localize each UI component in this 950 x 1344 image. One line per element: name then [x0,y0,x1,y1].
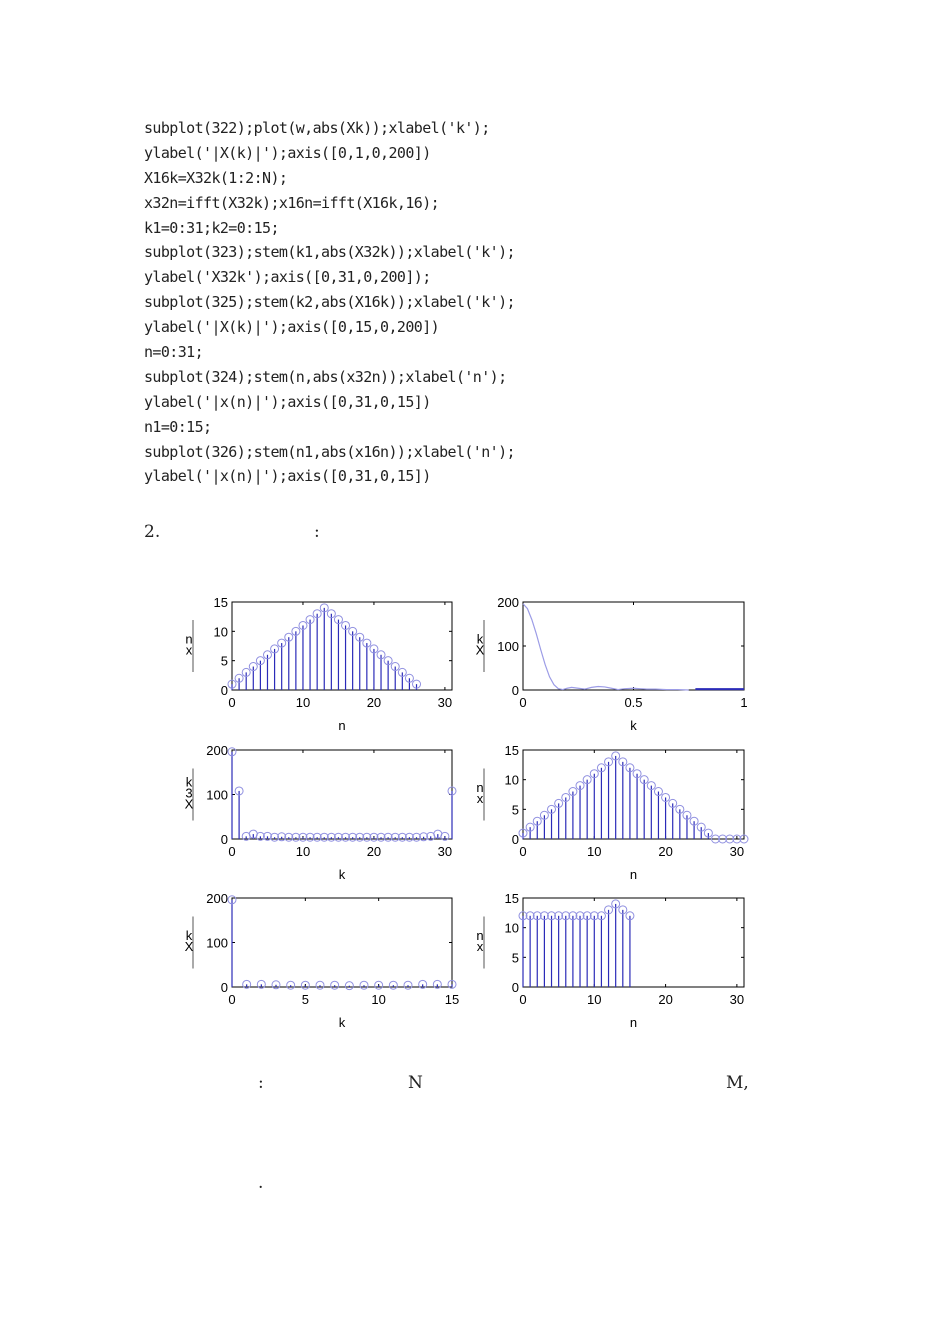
p4-stem-marker [662,793,670,801]
p6-stem-marker [526,912,534,920]
p1-ylabel-part: x [185,642,193,658]
p2-xlabel: k [630,718,637,733]
p5-axes-box [232,898,452,987]
p6-ylabel-part: x [476,939,484,954]
p4-ylabel-part: x [476,791,484,806]
p3-stem-marker [334,833,342,841]
p6-stem-marker [555,912,563,920]
p6-xtick-label: 30 [729,992,745,1007]
p1-stem-marker [370,645,378,653]
p3-xlabel: k [338,867,346,882]
p4-stem-marker [555,799,563,807]
p1-stem-marker [242,668,250,676]
code-line: subplot(322);plot(w,abs(Xk));xlabel('k'); [144,119,490,137]
p2-xtick-label: 0 [519,695,527,710]
p3-stem-marker [235,787,243,795]
p5-xtick-label: 10 [371,992,386,1007]
p3-stem-marker [327,833,335,841]
p4-stem-marker [597,764,605,772]
p4-stem-marker [619,758,627,766]
p3-stem-marker [306,833,314,841]
p3-stem-marker [391,833,399,841]
p6-stem-marker [597,912,605,920]
conclusion-m: M, [726,1073,749,1093]
p2-axes-box [523,602,744,690]
p3-stem-marker [278,833,286,841]
p3-stem-marker [448,787,456,795]
p3-stem-marker [349,833,357,841]
p1-stem-marker [327,610,335,618]
p4-stem-marker [612,752,620,760]
p3-ytick-label: 100 [206,787,228,803]
p5-ylabel-part: X [184,939,194,954]
p6-ytick-label: 15 [504,891,519,906]
p6-stem-marker [612,900,620,908]
p1-ytick-label: 15 [213,595,228,610]
p3-stem-marker [363,833,371,841]
p2-ylabel-part: X [475,642,485,658]
p3-stem-marker [292,833,300,841]
p5-ylabel-part: k [185,928,193,943]
p4-stem-marker [733,835,741,843]
p1-xtick-label: 0 [228,695,236,710]
p4-ylabel-part: n [476,780,484,795]
p3-stem-marker [420,833,428,841]
p1-axes-box [232,602,452,690]
p1-stem-marker [363,639,371,647]
p2-series-line [523,604,689,690]
conclusion-colon: : [258,1073,264,1093]
p1-ylabel-part: n [185,631,193,647]
p4-stem-marker [711,835,719,843]
p4-stem-marker [683,811,691,819]
p1-xtick-label: 10 [295,695,311,710]
p5-xlabel: k [338,1015,346,1030]
p6-axes-box [523,898,744,987]
p6-stem-marker [562,912,570,920]
p5-stem-marker [257,980,265,988]
code-line: n1=0:15; [144,417,212,436]
p6-ytick-label: 5 [511,950,519,966]
p3-stem-marker [271,833,279,841]
p3-stem-marker [320,833,328,841]
p4-xlabel: n [629,867,638,882]
p2-ytick-label: 200 [497,595,519,610]
p3-stem-marker [342,833,350,841]
p6-stem-marker [548,912,556,920]
p4-xtick-label: 0 [519,844,527,859]
p5-ytick-label: 200 [206,891,228,906]
p6-stem-marker [569,912,577,920]
p3-ylabel-part: X [184,796,194,812]
p5-stem-marker [287,981,295,989]
p4-stem-marker [548,805,556,813]
p5-stem-marker [316,981,324,989]
p3-stem-marker [313,833,321,841]
code-line: ylabel('|x(n)|');axis([0,31,0,15]) [144,392,431,411]
p3-stem-marker [441,832,449,840]
p6-xlabel: n [629,1015,638,1030]
p6-stem-marker [590,912,598,920]
p4-xtick-label: 10 [587,844,602,859]
p6-stem-marker [626,912,634,920]
p6-ytick-label: 0 [511,980,519,995]
p4-xtick-label: 20 [658,844,673,859]
p4-ytick-label: 5 [511,802,519,818]
p4-stem-marker [640,776,648,784]
p4-stem-marker [576,782,584,790]
code-line: ylabel('|x(n)|');axis([0,31,0,15]) [144,467,431,486]
p3-xtick-label: 30 [437,844,453,859]
p3-stem-marker [249,830,257,838]
p1-stem-marker [256,657,264,665]
p6-xtick-label: 20 [658,992,673,1007]
p5-stem-marker [389,981,397,989]
p5-stem-marker [360,981,368,989]
code-line: subplot(325);stem(k2,abs(X16k));xlabel('k'); [144,293,515,312]
p5-stem-marker [331,981,339,989]
p1-stem-marker [278,639,286,647]
p5-stem-marker [404,981,412,989]
p5-stem-marker [243,980,251,988]
p4-stem-marker [540,811,548,819]
p4-stem-marker [669,799,677,807]
p5-xtick-label: 15 [444,992,460,1007]
p3-ytick-label: 200 [206,743,228,758]
p4-stem-marker [569,788,577,796]
p5-xtick-label: 0 [228,992,236,1007]
p4-ytick-label: 0 [511,832,519,847]
p3-stem-marker [256,832,264,840]
p3-stem-marker [356,833,364,841]
code-line: n=0:31; [144,343,204,362]
p6-stem-marker [533,912,541,920]
p3-stem-marker [242,832,250,840]
p4-stem-marker [690,817,698,825]
code-line: k1=0:31;k2=0:15; [144,218,279,237]
p3-stem-marker [299,833,307,841]
p4-stem-marker [519,829,527,837]
p4-axes-box [523,750,744,839]
p2-ytick-label: 0 [511,683,519,698]
p3-ylabel-part: 3 [185,785,193,801]
p3-stem-marker [228,748,236,756]
p3-xtick-label: 10 [295,844,311,859]
p6-xtick-label: 10 [587,992,602,1007]
p3-stem-marker [405,833,413,841]
p5-stem-marker [301,981,309,989]
conclusion-n: N [408,1073,423,1093]
p3-stem-marker [263,832,271,840]
p5-xtick-label: 5 [301,992,309,1007]
p1-stem-marker [391,663,399,671]
p6-stem-marker [605,906,613,914]
p4-ytick-label: 10 [504,772,519,788]
p3-stem-marker [285,833,293,841]
p1-ytick-label: 10 [213,624,228,640]
p1-stem-marker [292,627,300,635]
p1-stem-marker [377,651,385,659]
p6-stem-marker [619,906,627,914]
p1-xtick-label: 20 [366,695,382,710]
p1-stem-marker [228,680,236,688]
p6-stem-marker [540,912,548,920]
p6-ytick-label: 10 [504,920,519,936]
p1-xlabel: n [338,718,346,733]
p4-stem-marker [654,788,662,796]
p2-xtick-label: 1 [740,695,748,710]
p6-xtick-label: 0 [519,992,527,1007]
p5-stem-marker [419,980,427,988]
matlab-code-block [144,116,515,489]
p3-stem-marker [384,833,392,841]
p2-xtick-label: 0.5 [624,695,643,710]
code-line: ylabel('|X(k)|');axis([0,1,0,200]) [144,143,431,162]
code-line: subplot(326);stem(n1,abs(x16n));xlabel('n'); [144,442,515,461]
p4-stem-marker [605,758,613,766]
p5-stem-marker [272,981,280,989]
p4-stem-marker [583,776,591,784]
p1-ytick-label: 0 [220,683,228,698]
p4-stem-marker [526,823,534,831]
p2-ylabel-part: k [476,631,484,647]
p5-stem-marker [448,980,456,988]
p1-stem-marker [299,621,307,629]
p5-stem-marker [228,896,236,904]
p4-stem-marker [647,782,655,790]
p4-xtick-label: 30 [729,844,745,859]
p3-stem-marker [434,830,442,838]
p1-stem-marker [306,616,314,624]
p5-stem-marker [433,980,441,988]
p1-stem-marker [285,633,293,641]
p1-xtick-label: 30 [437,695,453,710]
p1-stem-marker [249,663,257,671]
p1-stem-marker [405,674,413,682]
conclusion-period: . [258,1173,264,1193]
section-number: 2. [144,522,161,542]
p4-stem-marker [590,770,598,778]
code-line: subplot(323);stem(k1,abs(X32k));xlabel('k'); [144,243,515,262]
p5-ytick-label: 0 [220,980,228,995]
p3-xtick-label: 0 [228,844,236,859]
p4-stem-marker [697,823,705,831]
p3-stem-marker [377,833,385,841]
p4-stem-marker [740,835,748,843]
p4-stem-marker [633,770,641,778]
p6-stem-marker [576,912,584,920]
section-colon: : [314,522,320,542]
p4-stem-marker [676,805,684,813]
code-line: ylabel('|X(k)|');axis([0,15,0,200]) [144,318,440,337]
p1-stem-marker [235,674,243,682]
p4-stem-marker [704,829,712,837]
p4-stem-marker [626,764,634,772]
p3-stem-marker [427,832,435,840]
p1-stem-marker [398,668,406,676]
p1-stem-marker [384,657,392,665]
p4-stem-marker [562,793,570,801]
p4-ytick-label: 15 [504,743,519,758]
p3-xtick-label: 20 [366,844,382,859]
p1-stem-marker [342,621,350,629]
p6-stem-marker [519,912,527,920]
p1-stem-marker [334,616,342,624]
p3-ytick-label: 0 [220,832,228,847]
p6-stem-marker [583,912,591,920]
p1-stem-marker [413,680,421,688]
p3-axes-box [232,750,452,839]
p1-stem-marker [271,645,279,653]
section-heading [144,522,320,542]
p1-stem-marker [320,604,328,612]
code-line: ylabel('X32k');axis([0,31,0,200]); [144,268,431,287]
p3-ylabel-part: k [185,774,193,790]
p1-stem-marker [349,627,357,635]
p1-stem-marker [263,651,271,659]
p1-stem-marker [356,633,364,641]
p3-stem-marker [398,833,406,841]
code-line: x32n=ifft(X32k);x16n=ifft(X16k,16); [144,193,440,212]
p4-stem-marker [533,817,541,825]
p4-stem-marker [719,835,727,843]
p1-stem-marker [313,610,321,618]
p5-ytick-label: 100 [206,935,228,951]
code-line: subplot(324);stem(n,abs(x32n));xlabel('n'); [144,367,507,386]
p4-stem-marker [726,835,734,843]
p1-ytick-label: 5 [220,653,228,669]
code-line: X16k=X32k(1:2:N); [144,168,288,187]
p3-stem-marker [370,833,378,841]
p5-stem-marker [345,982,353,990]
p3-stem-marker [413,833,421,841]
p2-ytick-label: 100 [497,639,519,654]
p5-stem-marker [375,981,383,989]
p6-ylabel-part: n [476,928,484,943]
